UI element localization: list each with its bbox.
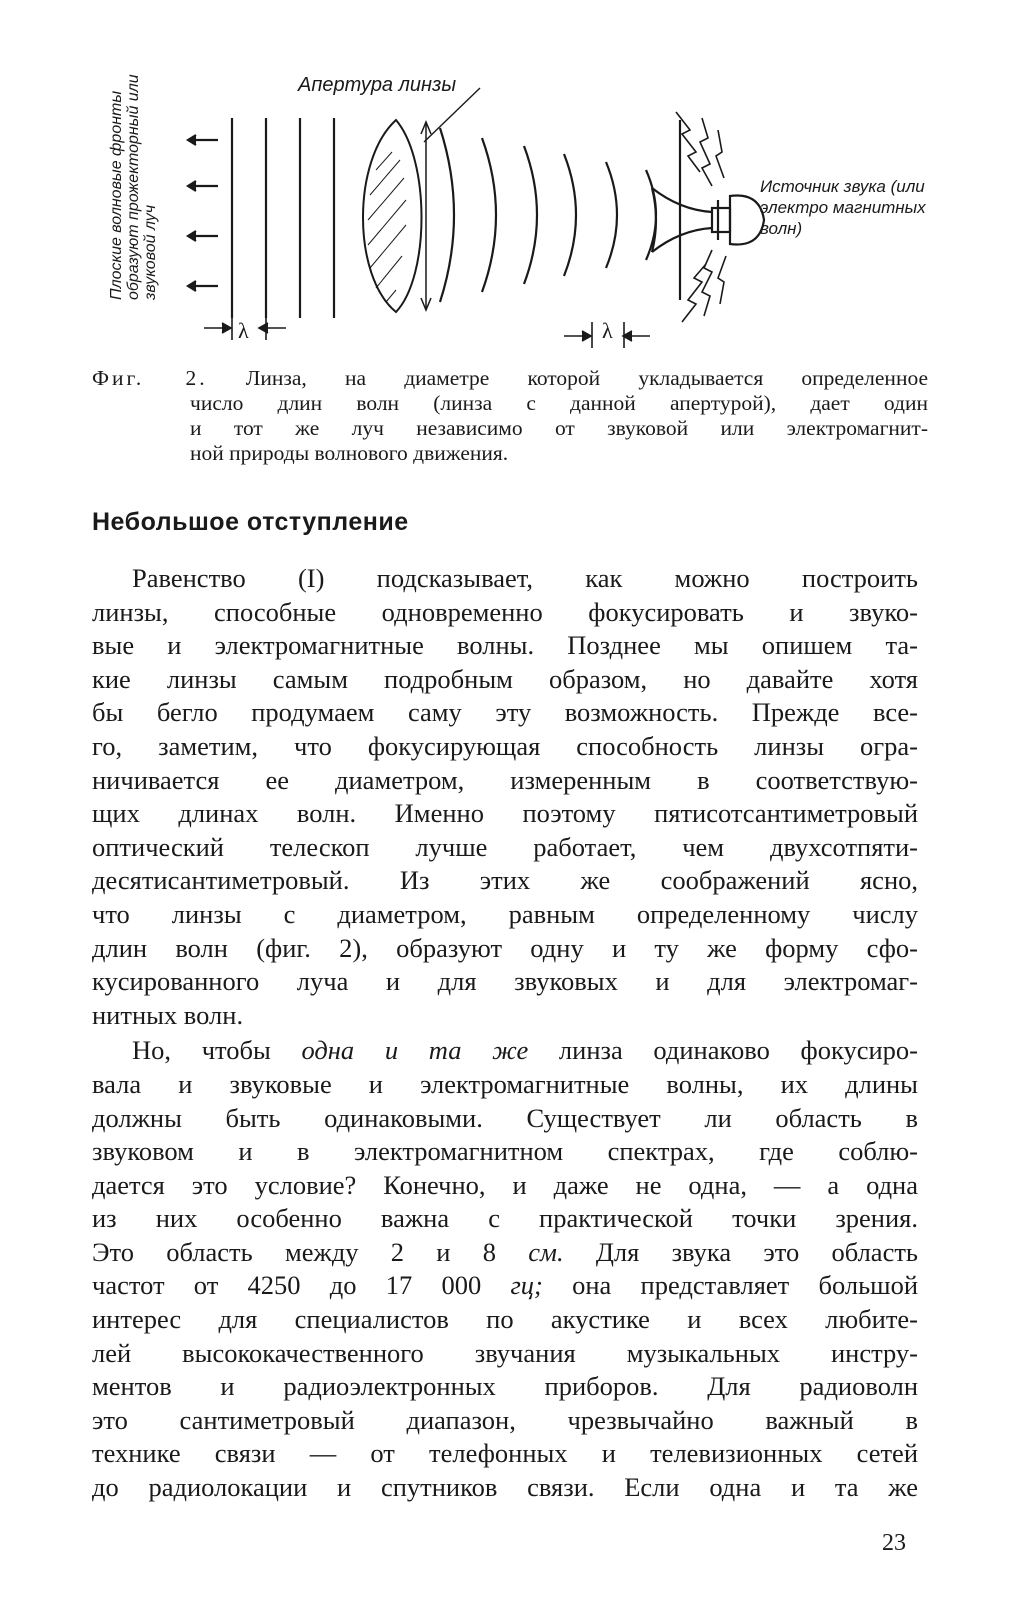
aperture-label: Апертура линзы	[298, 74, 457, 96]
body-text	[92, 562, 918, 1505]
text-line: щих длинах волн. Именно поэтому пятисотсантиметровый	[92, 798, 918, 829]
text-line: ничивается ее диаметром, измеренным в соответствую-	[92, 764, 918, 795]
plane-wavefronts	[232, 118, 334, 318]
caption-line: число длин волн (линза с данной апертурой), дает один	[190, 391, 928, 415]
emphasis-run: см.	[528, 1236, 564, 1267]
lambda-left-label: λ	[238, 318, 249, 343]
lambda-right-label: λ	[602, 318, 613, 343]
text-run: частот от 4250 до 17 000	[92, 1270, 511, 1301]
text-line: кие линзы самым подробным образом, но давайте хотя	[92, 663, 918, 694]
figure-2	[100, 60, 940, 360]
caption-line: Линза, на диаметре которой укладывается определенное	[245, 366, 929, 390]
text-line	[92, 1034, 918, 1068]
emphasis-run: гц;	[510, 1270, 543, 1301]
text-line: оптический телескоп лучше работает, чем двухсотпяти-	[92, 831, 918, 862]
source-label: Источник звука (или электро магнитных волн)	[760, 177, 926, 238]
text-line: длин волн (фиг. 2), образуют одну и ту же форму сфо-	[92, 932, 918, 963]
text-line: что линзы с диаметром, равным определенному числу	[92, 898, 918, 929]
curved-wavefronts	[440, 128, 656, 302]
text-line: из них особенно важна с практической точки зрения.	[92, 1203, 918, 1234]
lambda-markers	[204, 316, 650, 348]
text-line: Равенство (I) подсказывает, как можно построить	[132, 563, 918, 593]
text-line: нитных волн.	[92, 999, 244, 1030]
caption-line: и тот же луч независимо от звуковой или электромагнит-	[190, 416, 928, 440]
text-line: технике связи — от телефонных и телевизионных сетей	[92, 1438, 918, 1469]
text-line: бы бегло продумаем саму эту возможность. Прежде все-	[92, 697, 918, 728]
caption-prefix: Фиг. 2.	[92, 366, 208, 390]
text-line: должны быть одинаковыми. Существует ли область в	[92, 1102, 918, 1133]
text-line: звуковом и в электромагнитном спектрах, где соблю-	[92, 1136, 918, 1167]
beam-arrows	[188, 135, 218, 291]
text-run: Для звука это область	[563, 1236, 918, 1267]
text-line: кусированного луча и для звуковых и для электромаг-	[92, 966, 918, 997]
text-line: вала и звуковые и электромагнитные волны, их длины	[92, 1068, 918, 1099]
page-number: 23	[882, 1530, 906, 1556]
text-line	[92, 1236, 918, 1270]
text-line: лей высококачественного звучания музыкальных инстру-	[92, 1337, 918, 1368]
text-line	[92, 1269, 918, 1303]
text-line: линзы, способные одновременно фокусировать и звуко-	[92, 596, 918, 627]
text-line: до радиолокации и спутников связи. Если одна и та же	[92, 1472, 918, 1503]
text-line: го, заметим, что фокусирующая способность линзы огра-	[92, 730, 918, 761]
text-line: это сантиметровый диапазон, чрезвычайно важный в	[92, 1404, 918, 1435]
text-run: Это область между 2 и 8	[92, 1236, 529, 1267]
horn-icon	[652, 188, 764, 252]
emphasis-run: одна и та же	[301, 1035, 529, 1066]
text-run: Но, чтобы	[132, 1035, 302, 1066]
text-line: ментов и радиоэлектронных приборов. Для радиоволн	[92, 1371, 918, 1402]
caption-line: ной природы волнового движения.	[190, 441, 509, 465]
beam-label: Плоские волновые фронты образуют прожекторный или звуковой луч	[108, 74, 159, 300]
figure-caption	[92, 366, 928, 466]
text-line: дается это условие? Конечно, и даже не одна, — а одна	[92, 1169, 918, 1200]
text-line: десятисантиметровый. Из этих же соображений ясно,	[92, 865, 918, 896]
text-run: она представляет большой	[542, 1270, 919, 1301]
text-line: вые и электромагнитные волны. Позднее мы опишем та-	[92, 630, 918, 661]
text-line: интерес для специалистов по акустике и всех любите-	[92, 1304, 918, 1335]
section-heading: Небольшое отступление	[92, 508, 409, 536]
text-run: линза одинаково фокусиро-	[528, 1035, 918, 1066]
